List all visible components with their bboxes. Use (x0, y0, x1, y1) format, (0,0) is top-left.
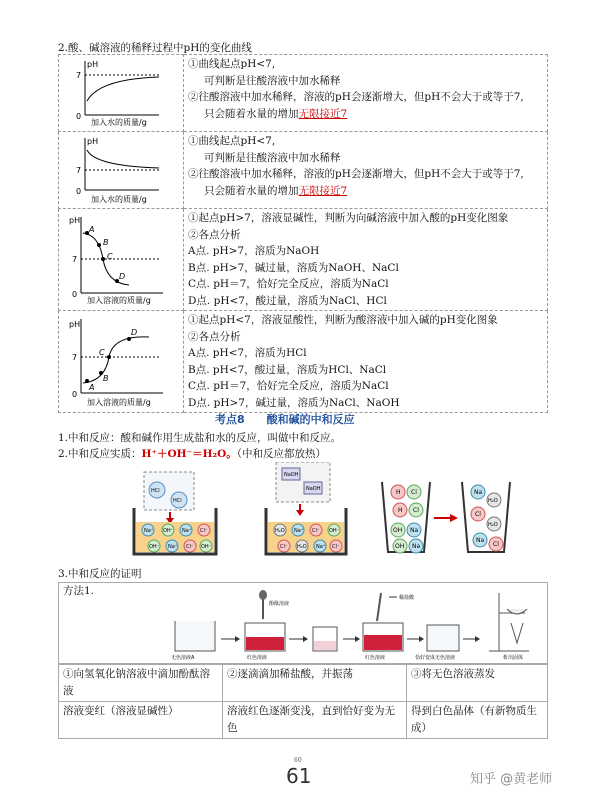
svg-text:Na: Na (476, 537, 485, 544)
topic-heading: 考点8 酸和碱的中和反应 (215, 413, 355, 426)
graph-cell (59, 132, 184, 209)
curve-text-3 (184, 209, 548, 311)
proof-cell: ②逐滴滴加稀盐酸，并振荡 (223, 665, 407, 702)
point-d: D (131, 328, 138, 337)
origin: 0 (72, 390, 78, 399)
svg-text:Na⁺: Na⁺ (168, 544, 178, 550)
svg-text:Na: Na (474, 489, 483, 496)
svg-text:Cl: Cl (493, 541, 499, 548)
svg-text:Cl: Cl (413, 507, 419, 514)
svg-text:H: H (398, 507, 403, 514)
svg-text:Cl⁻: Cl⁻ (200, 528, 208, 534)
text-line: 只会随着水量的增加无限接近7 (204, 184, 348, 197)
curve-text-1 (184, 55, 548, 132)
text-line: D点. pH>7，碱过量，溶质为NaCl、NaOH (188, 396, 400, 409)
point-b: B (103, 238, 109, 247)
curve-row (59, 311, 548, 413)
svg-text:Cl: Cl (411, 489, 417, 496)
essence-line: 2.中和反应实质：H⁺＋OH⁻＝H₂O。（中和反应都放热） (58, 448, 327, 460)
svg-text:HCl: HCl (151, 488, 160, 494)
point-d: D (119, 272, 126, 281)
curve-text-4 (184, 311, 548, 413)
svg-text:Na⁺: Na⁺ (144, 528, 154, 534)
proof-cell: 溶液变红（溶液显碱性） (59, 702, 223, 739)
proof-cell: ③将无色溶液蒸发 (407, 665, 548, 702)
svg-text:H: H (396, 489, 401, 496)
page-number: 61 (286, 764, 312, 788)
page-number-small: 60 (294, 757, 302, 764)
text-line: ①曲线起点pH<7, (188, 135, 276, 147)
text-line: ①曲线起点pH<7, (188, 58, 276, 70)
method-label: 方法1. (63, 585, 95, 597)
text-line: D点. pH<7，酸过量，溶质为NaCl、HCl (188, 294, 387, 307)
point-c: C (99, 348, 105, 357)
svg-text:析出固体: 析出固体 (503, 655, 524, 661)
x-label: 加入溶液的质量/g (87, 296, 151, 305)
svg-text:HCl: HCl (173, 498, 182, 504)
point-a: A (89, 225, 95, 234)
svg-text:稀盐酸: 稀盐酸 (399, 595, 415, 601)
point-c: C (107, 252, 113, 261)
text-line: ②往酸溶液中加水稀释，溶液的pH会逐渐增大，但pH不会大于或等于7, (188, 168, 524, 180)
svg-text:Cl⁻: Cl⁻ (186, 544, 194, 550)
svg-text:OH: OH (395, 543, 405, 550)
curve-row (59, 132, 548, 209)
graph-cell (59, 209, 184, 311)
text-line: ①起点pH>7，溶液显碱性，判断为向碱溶液中加入酸的pH变化图象 (188, 212, 509, 224)
apparatus-diagram (59, 583, 547, 663)
svg-text:H₂O: H₂O (297, 544, 307, 550)
proof-cell: ①向氢氧化钠溶液中滴加酚酞溶液 (59, 665, 223, 702)
y-label: pH (69, 216, 81, 225)
text-line: B点. pH<7，酸过量，溶质为HCl、NaCl (188, 363, 387, 376)
text-line: 可判断是往酸溶液中加水稀释 (204, 151, 341, 164)
curve-row (59, 209, 548, 311)
svg-text:OH⁻: OH⁻ (149, 544, 160, 550)
text-line: ②各点分析 (188, 330, 241, 343)
ph-graph-4 (59, 311, 183, 407)
ph-graph-3 (59, 209, 183, 305)
svg-text:H₂O: H₂O (488, 522, 498, 528)
beaker-1 (134, 472, 216, 554)
text-line: ②各点分析 (188, 228, 241, 241)
ph-graph-2 (59, 132, 183, 204)
tick-7: 7 (72, 353, 78, 362)
svg-text:Na⁺: Na⁺ (294, 528, 304, 534)
svg-text:Na⁺: Na⁺ (316, 544, 326, 550)
text-line: C点. pH＝7，恰好完全反应，溶质为NaCl (188, 380, 389, 392)
svg-text:红色溶液: 红色溶液 (365, 655, 386, 661)
svg-text:Na⁺: Na⁺ (182, 528, 192, 534)
svg-text:OH⁻: OH⁻ (201, 544, 212, 550)
ph-curves-table (58, 54, 548, 413)
beaker-4 (462, 482, 510, 552)
point-a: A (89, 383, 95, 392)
text-line: B点. pH>7，碱过量，溶质为NaOH、NaCl (188, 261, 399, 274)
svg-text:Cl⁻: Cl⁻ (312, 528, 320, 534)
svg-text:Na: Na (410, 527, 419, 534)
y-label: pH (87, 137, 99, 146)
svg-text:Na: Na (412, 543, 421, 550)
svg-text:Cl: Cl (475, 511, 481, 518)
svg-text:无色溶液A: 无色溶液A (171, 655, 195, 661)
svg-text:OH: OH (393, 527, 403, 534)
tick-7: 7 (72, 255, 78, 264)
proof-result-row (59, 702, 548, 739)
point-b: B (103, 374, 109, 383)
proof-cell: 溶液红色逐渐变浅，直到恰好变为无色 (223, 702, 407, 739)
text-line: 可判断是往酸溶液中加水稀释 (204, 74, 341, 87)
definition: 1.中和反应：酸和碱作用生成盐和水的反应，叫做中和反应。 (58, 432, 342, 444)
y-label: pH (69, 320, 81, 329)
text-line: ②往酸溶液中加水稀释，溶液的pH会逐渐增大，但pH不会大于或等于7, (188, 91, 524, 103)
svg-text:H₂O: H₂O (488, 498, 498, 504)
svg-text:酚酞溶液: 酚酞溶液 (269, 601, 290, 607)
curve-row (59, 55, 548, 132)
text-line: ①起点pH<7，溶液显酸性，判断为酸溶液中加入碱的pH变化图象 (188, 314, 498, 326)
proof-table (58, 664, 548, 739)
proof-cell: 得到白色晶体（有新物质生成） (407, 702, 548, 739)
method-box (58, 582, 548, 664)
tick-7: 7 (76, 166, 82, 175)
svg-text:NaOH: NaOH (306, 486, 321, 492)
origin: 0 (76, 187, 82, 196)
x-label: 加入溶液的质量/g (87, 398, 151, 407)
proof-step-row (59, 665, 548, 702)
svg-text:OH⁻: OH⁻ (329, 528, 340, 534)
svg-text:OH⁻: OH⁻ (163, 528, 174, 534)
svg-text:恰好变成无色溶液: 恰好变成无色溶液 (415, 655, 456, 661)
neutralization-diagram (130, 462, 560, 558)
text-line: 只会随着水量的增加无限接近7 (204, 107, 348, 120)
section-title: 3.中和反应的证明 (58, 568, 142, 580)
origin: 0 (72, 290, 78, 299)
x-label: 加入水的质量/g (91, 118, 147, 127)
svg-text:H₂O: H₂O (275, 528, 285, 534)
svg-text:NaOH: NaOH (284, 472, 299, 478)
curve-text-2 (184, 132, 548, 209)
origin: 0 (76, 112, 82, 121)
text-line: A点. pH>7，溶质为NaOH (188, 245, 320, 257)
section-title: 2.酸、碱溶液的稀释过程中pH的变化曲线 (58, 42, 252, 54)
tick-7: 7 (76, 71, 82, 80)
graph-cell (59, 55, 184, 132)
text-line: A点. pH<7，溶质为HCl (188, 347, 307, 359)
x-label: 加入水的质量/g (91, 195, 147, 204)
ph-graph-1 (59, 55, 183, 127)
svg-text:Cl⁻: Cl⁻ (332, 544, 340, 550)
beaker-3 (382, 482, 458, 553)
y-label: pH (87, 60, 99, 69)
svg-text:Cl⁻: Cl⁻ (280, 544, 288, 550)
svg-text:红色溶液: 红色溶液 (247, 655, 268, 661)
beaker-2 (266, 462, 346, 554)
watermark: 知乎 @黄老师 (470, 772, 553, 787)
graph-cell (59, 311, 184, 413)
text-line: C点. pH＝7，恰好完全反应，溶质为NaCl (188, 278, 389, 290)
